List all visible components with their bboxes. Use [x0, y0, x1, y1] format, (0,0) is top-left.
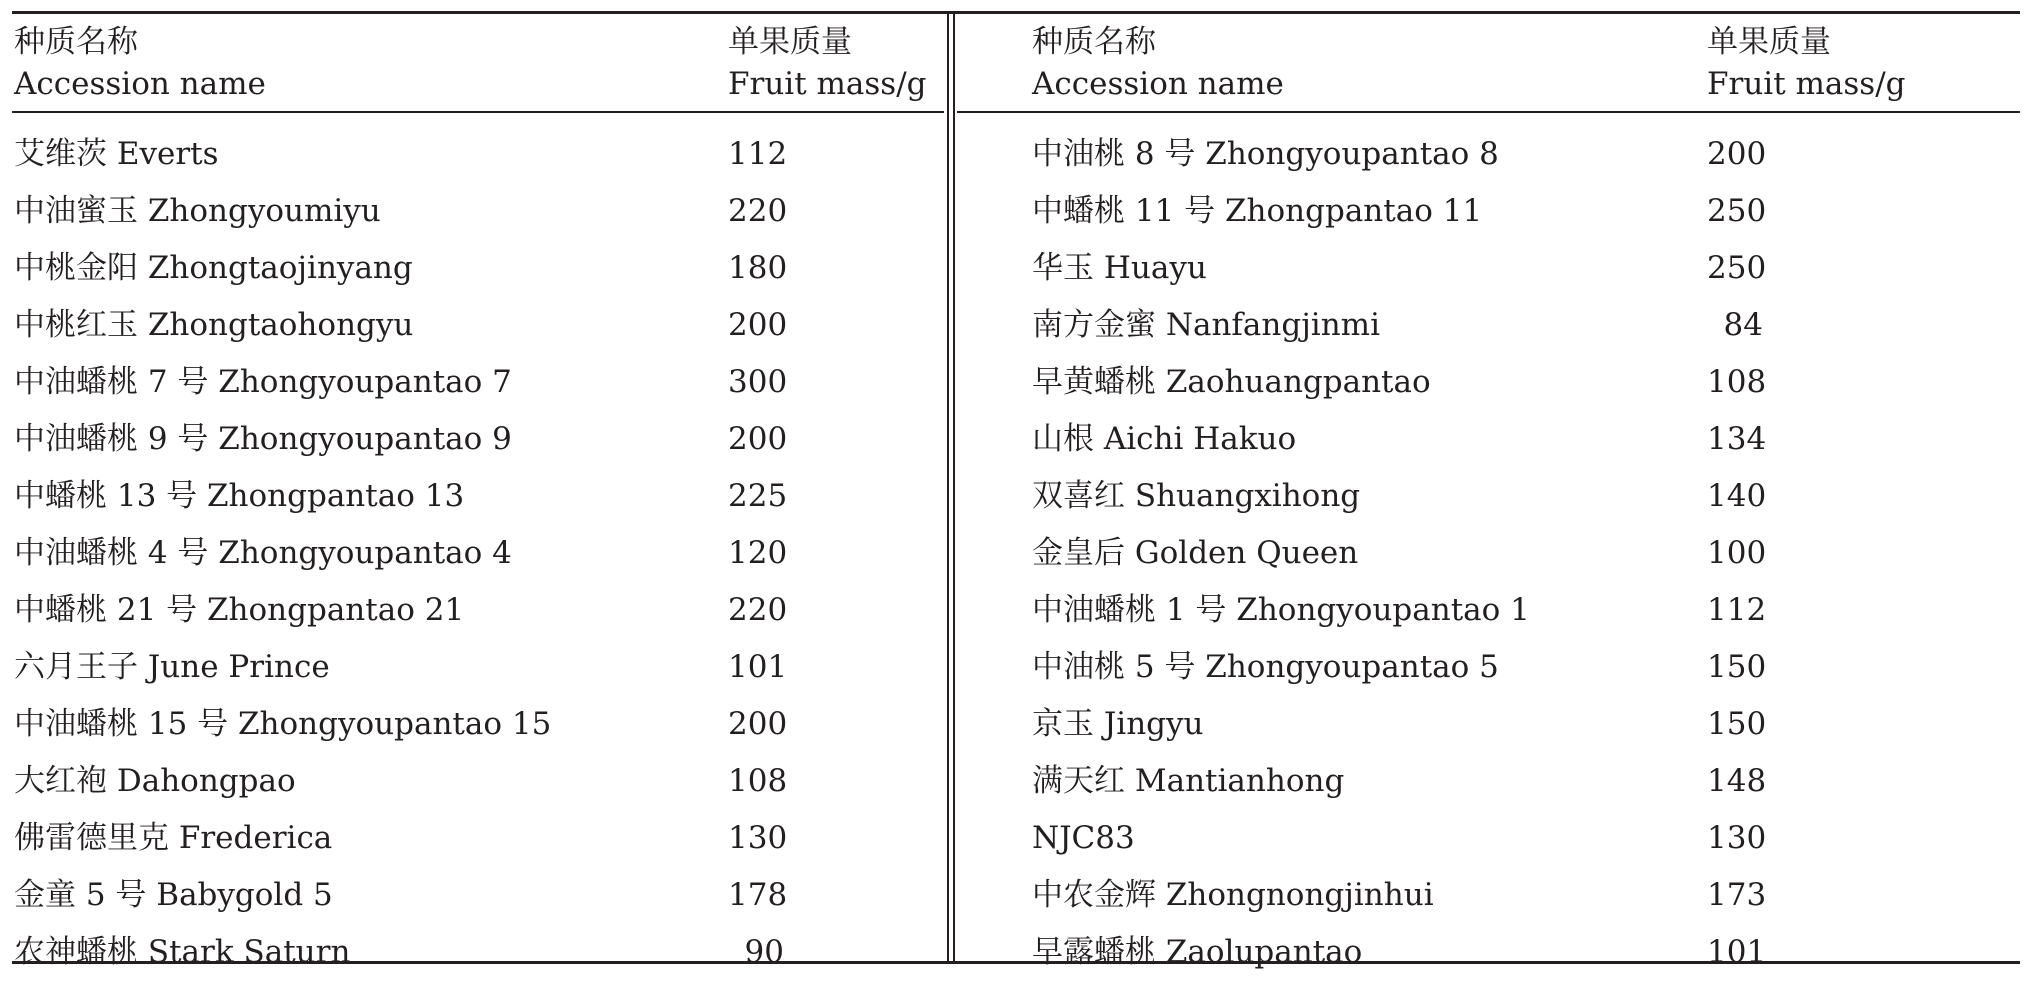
accession-name-cell: 华玉 Huayu — [1032, 250, 1207, 286]
accession-name-cell: 中油桃 5 号 Zhongyoupantao 5 — [1032, 649, 1499, 685]
accession-name-cell: 农神蟠桃 Stark Saturn — [14, 934, 351, 970]
header-rule-right — [957, 111, 2020, 113]
accession-name-cell: 早黄蟠桃 Zaohuangpantao — [1032, 364, 1431, 400]
accession-name-cell: 中桃红玉 Zhongtaohongyu — [14, 307, 414, 343]
fruit-mass-cell: 108 — [728, 763, 788, 799]
fruit-mass-cell: 200 — [1707, 136, 1767, 172]
table-top-rule — [12, 11, 2020, 14]
fruit-mass-cell: 101 — [1707, 934, 1767, 970]
table-row — [1032, 411, 2017, 468]
header-mass-en: Fruit mass/g — [1707, 66, 1906, 102]
fruit-mass-cell: 220 — [728, 592, 788, 628]
header-fruit-mass — [1707, 21, 1906, 105]
accession-name-cell: 中油蟠桃 1 号 Zhongyoupantao 1 — [1032, 592, 1530, 628]
table-row — [1032, 696, 2017, 753]
header-mass-zh: 单果质量 — [728, 24, 852, 60]
table-row — [14, 183, 944, 240]
table-row — [1032, 867, 2017, 924]
fruit-mass-cell: 120 — [728, 535, 788, 571]
fruit-mass-cell: 150 — [1707, 706, 1767, 742]
header-mass-zh: 单果质量 — [1707, 24, 1831, 60]
fruit-mass-cell: 130 — [728, 820, 788, 856]
fruit-mass-cell: 225 — [728, 478, 788, 514]
table-row — [14, 525, 944, 582]
accession-name-cell: 中蟠桃 21 号 Zhongpantao 21 — [14, 592, 465, 628]
fruit-mass-cell: 140 — [1707, 478, 1767, 514]
fruit-mass-cell: 250 — [1707, 193, 1767, 229]
table-row — [14, 924, 944, 981]
accession-table — [12, 11, 2020, 970]
table-row — [1032, 924, 2017, 981]
accession-name-cell: 中油蟠桃 4 号 Zhongyoupantao 4 — [14, 535, 512, 571]
double-divider-line-1 — [947, 14, 949, 961]
table-row — [1032, 753, 2017, 810]
accession-name-cell: 中油蟠桃 9 号 Zhongyoupantao 9 — [14, 421, 512, 457]
table-row — [14, 867, 944, 924]
accession-name-cell: 中油蟠桃 15 号 Zhongyoupantao 15 — [14, 706, 552, 742]
header-rule-left — [12, 111, 944, 113]
fruit-mass-cell: 250 — [1707, 250, 1767, 286]
accession-name-cell: NJC83 — [1032, 820, 1135, 856]
table-row — [14, 810, 944, 867]
accession-name-cell: 中蟠桃 11 号 Zhongpantao 11 — [1032, 193, 1483, 229]
fruit-mass-cell: 134 — [1707, 421, 1767, 457]
table-row — [1032, 126, 2017, 183]
table-row — [14, 639, 944, 696]
header-mass-en: Fruit mass/g — [728, 66, 927, 102]
accession-name-cell: 中油蟠桃 7 号 Zhongyoupantao 7 — [14, 364, 512, 400]
fruit-mass-cell: 84 — [1723, 307, 1763, 343]
accession-name-cell: 中油蜜玉 Zhongyoumiyu — [14, 193, 381, 229]
accession-name-cell: 京玉 Jingyu — [1032, 706, 1204, 742]
table-row — [1032, 354, 2017, 411]
fruit-mass-cell: 200 — [728, 307, 788, 343]
double-divider-line-2 — [953, 14, 955, 961]
header-name-zh: 种质名称 — [14, 24, 138, 60]
fruit-mass-cell: 173 — [1707, 877, 1767, 913]
table-row — [1032, 240, 2017, 297]
header-name-en: Accession name — [1032, 66, 1284, 102]
table-row — [14, 753, 944, 810]
accession-name-cell: 艾维茨 Everts — [14, 136, 219, 172]
table-row — [1032, 468, 2017, 525]
table-row — [1032, 297, 2017, 354]
accession-name-cell: 南方金蜜 Nanfangjinmi — [1032, 307, 1380, 343]
accession-name-cell: 六月王子 June Prince — [14, 649, 330, 685]
header-accession-name — [1032, 21, 1284, 105]
accession-name-cell: 佛雷德里克 Frederica — [14, 820, 333, 856]
accession-name-cell: 金皇后 Golden Queen — [1032, 535, 1359, 571]
header-name-zh: 种质名称 — [1032, 24, 1156, 60]
fruit-mass-cell: 178 — [728, 877, 788, 913]
fruit-mass-cell: 200 — [728, 706, 788, 742]
fruit-mass-cell: 150 — [1707, 649, 1767, 685]
table-row — [14, 126, 944, 183]
accession-name-cell: 早露蟠桃 Zaolupantao — [1032, 934, 1363, 970]
fruit-mass-cell: 300 — [728, 364, 788, 400]
table-row — [14, 297, 944, 354]
accession-name-cell: 双喜红 Shuangxihong — [1032, 478, 1361, 514]
table-row — [1032, 810, 2017, 867]
table-row — [14, 468, 944, 525]
fruit-mass-cell: 90 — [744, 934, 784, 970]
right-rows — [1032, 126, 2017, 981]
table-row — [1032, 183, 2017, 240]
header-fruit-mass — [728, 21, 927, 105]
fruit-mass-cell: 112 — [1707, 592, 1767, 628]
accession-name-cell: 大红袍 Dahongpao — [14, 763, 296, 799]
fruit-mass-cell: 130 — [1707, 820, 1767, 856]
fruit-mass-cell: 180 — [728, 250, 788, 286]
left-rows — [14, 126, 944, 981]
accession-name-cell: 中农金辉 Zhongnongjinhui — [1032, 877, 1434, 913]
table-row — [14, 582, 944, 639]
table-row — [14, 354, 944, 411]
accession-name-cell: 山根 Aichi Hakuo — [1032, 421, 1297, 457]
fruit-mass-cell: 148 — [1707, 763, 1767, 799]
table-row — [14, 240, 944, 297]
fruit-mass-cell: 100 — [1707, 535, 1767, 571]
table-row — [14, 411, 944, 468]
accession-name-cell: 中蟠桃 13 号 Zhongpantao 13 — [14, 478, 465, 514]
fruit-mass-cell: 108 — [1707, 364, 1767, 400]
accession-name-cell: 中油桃 8 号 Zhongyoupantao 8 — [1032, 136, 1499, 172]
fruit-mass-cell: 112 — [728, 136, 788, 172]
fruit-mass-cell: 200 — [728, 421, 788, 457]
fruit-mass-cell: 220 — [728, 193, 788, 229]
accession-name-cell: 满天红 Mantianhong — [1032, 763, 1345, 799]
table-row — [1032, 582, 2017, 639]
fruit-mass-cell: 101 — [728, 649, 788, 685]
table-row — [1032, 639, 2017, 696]
table-row — [1032, 525, 2017, 582]
table-row — [14, 696, 944, 753]
header-accession-name — [14, 21, 266, 105]
accession-name-cell: 金童 5 号 Babygold 5 — [14, 877, 333, 913]
accession-name-cell: 中桃金阳 Zhongtaojinyang — [14, 250, 413, 286]
header-name-en: Accession name — [14, 66, 266, 102]
